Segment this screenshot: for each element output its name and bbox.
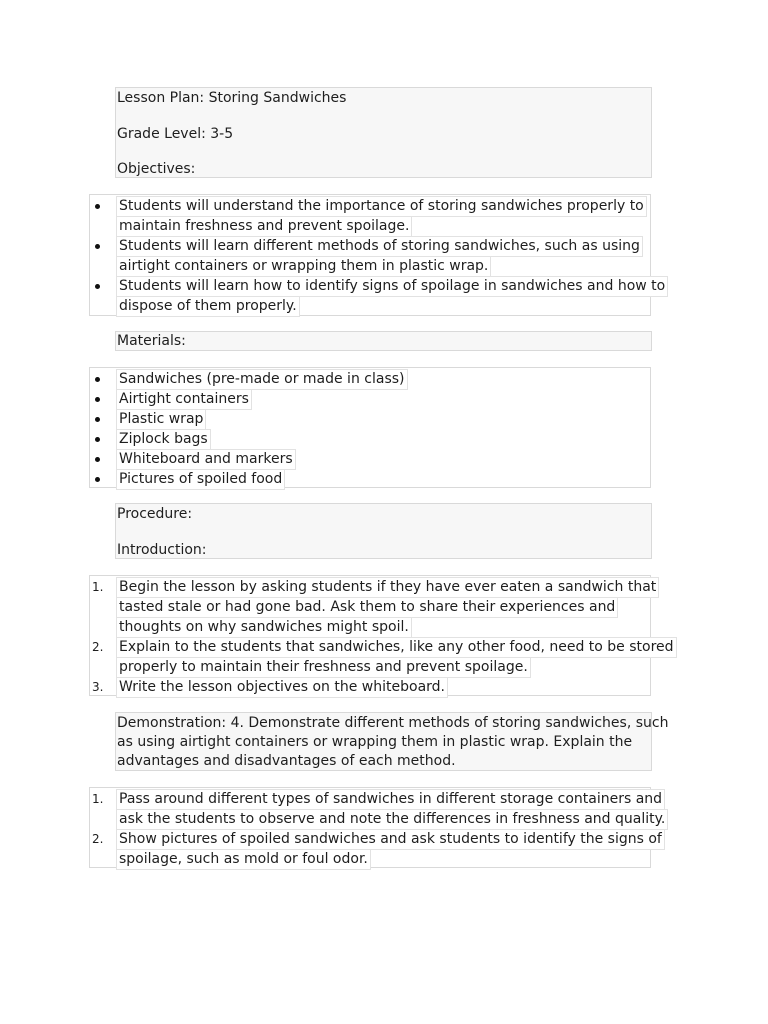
- list-item: [90, 275, 666, 315]
- step-line: spoilage, such as mold or foul odor.: [116, 849, 371, 870]
- demonstration-line: advantages and disadvantages of each method.: [117, 753, 456, 769]
- objective-line: dispose of them properly.: [116, 296, 300, 317]
- bullet-icon: [95, 437, 100, 442]
- list-item: [90, 636, 674, 676]
- grade-level: Grade Level: 3-5: [117, 126, 234, 142]
- bullet-icon: [95, 204, 100, 209]
- material-item: Whiteboard and markers: [116, 449, 296, 470]
- step-line: Show pictures of spoiled sandwiches and ask students to identify the signs of: [116, 829, 665, 850]
- material-item: Sandwiches (pre-made or made in class): [116, 369, 408, 390]
- objective-line: Students will learn how to identify signs of spoilage in sandwiches and how to: [116, 276, 668, 297]
- bullet-icon: [95, 457, 100, 462]
- list-item: [90, 468, 650, 488]
- demonstration-line: Demonstration: 4. Demonstrate different methods of storing sandwiches, such: [117, 715, 669, 731]
- list-item: [90, 828, 662, 868]
- lesson-title: Lesson Plan: Storing Sandwiches: [117, 90, 347, 106]
- list-item: [90, 388, 650, 408]
- material-item: Pictures of spoiled food: [116, 469, 285, 490]
- bullet-icon: [95, 417, 100, 422]
- list-item: [90, 676, 650, 696]
- step-number: 2.: [92, 832, 104, 846]
- bullet-icon: [95, 284, 100, 289]
- step-line: thoughts on why sandwiches might spoil.: [116, 617, 412, 638]
- bullet-icon: [95, 244, 100, 249]
- list-item: [90, 368, 650, 388]
- objectives-heading: Objectives:: [117, 161, 196, 177]
- bullet-icon: [95, 397, 100, 402]
- step-line: tasted stale or had gone bad. Ask them to share their experiences and: [116, 597, 618, 618]
- procedure-heading: Procedure:: [117, 506, 193, 522]
- list-item: [90, 788, 666, 828]
- step-line: properly to maintain their freshness and prevent spoilage.: [116, 657, 531, 678]
- objective-line: maintain freshness and prevent spoilage.: [116, 216, 412, 237]
- list-item: [90, 448, 650, 468]
- demonstration-block: [115, 712, 669, 771]
- list-item: [90, 195, 650, 235]
- step-number: 2.: [92, 640, 104, 654]
- list-item: [90, 428, 650, 448]
- list-item: [90, 576, 657, 636]
- materials-list: [89, 367, 651, 488]
- materials-heading: Materials:: [117, 333, 186, 349]
- step-line: Pass around different types of sandwiches in different storage containers and: [116, 789, 665, 810]
- step-line: Write the lesson objectives on the whiteboard.: [116, 677, 448, 698]
- step-number: 3.: [92, 680, 104, 694]
- introduction-steps: [89, 575, 674, 696]
- material-item: Plastic wrap: [116, 409, 206, 430]
- lesson-header-block: [115, 87, 652, 178]
- objective-line: Students will learn different methods of storing sandwiches, such as using: [116, 236, 643, 257]
- objective-line: airtight containers or wrapping them in plastic wrap.: [116, 256, 491, 277]
- objective-line: Students will understand the importance of storing sandwiches properly to: [116, 196, 647, 217]
- demonstration-line: as using airtight containers or wrapping them in plastic wrap. Explain the: [117, 734, 633, 750]
- step-line: ask the students to observe and note the differences in freshness and quality.: [116, 809, 668, 830]
- bullet-icon: [95, 477, 100, 482]
- introduction-heading: Introduction:: [117, 542, 207, 558]
- step-line: Explain to the students that sandwiches, like any other food, need to be stored: [116, 637, 677, 658]
- step-number: 1.: [92, 792, 104, 806]
- material-item: Airtight containers: [116, 389, 252, 410]
- demonstration-steps: [89, 787, 666, 868]
- list-item: [90, 235, 650, 275]
- bullet-icon: [95, 377, 100, 382]
- step-number: 1.: [92, 580, 104, 594]
- material-item: Ziplock bags: [116, 429, 211, 450]
- step-line: Begin the lesson by asking students if they have ever eaten a sandwich that: [116, 577, 659, 598]
- materials-heading-block: [115, 331, 652, 351]
- list-item: [90, 408, 650, 428]
- objectives-list: [89, 194, 666, 316]
- procedure-block: [115, 503, 652, 559]
